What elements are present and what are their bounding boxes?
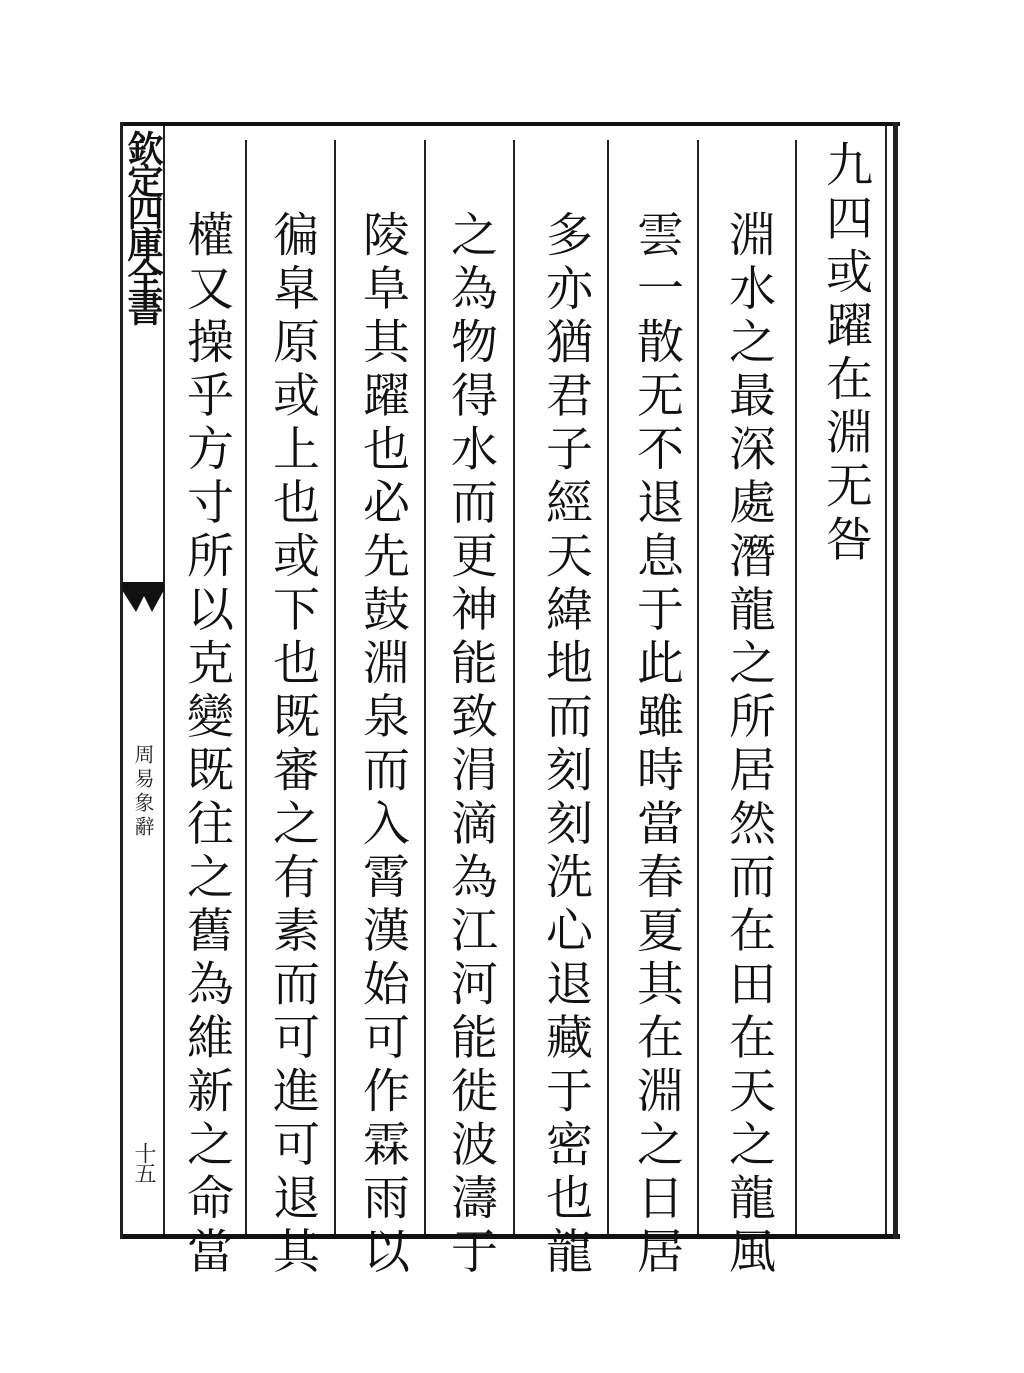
text-column-6: 徧皐原或上也或下也既審之有素而可進可退其 — [265, 210, 320, 1280]
text-column-3: 多亦猶君子經天緯地而刻刻洗心退藏于密也龍 — [538, 210, 593, 1280]
column-divider — [513, 140, 515, 1234]
book-title: 欽定四庫全書 — [122, 130, 164, 322]
column-divider — [424, 140, 426, 1234]
column-divider — [697, 140, 699, 1234]
page-margin-column — [122, 130, 164, 1230]
chapter-title: 周易象辭 — [131, 744, 155, 840]
text-column-7: 權又操乎方寸所以克變既往之舊為維新之命當 — [179, 210, 234, 1280]
top-border — [120, 122, 900, 126]
page-number: 十五 — [131, 1142, 156, 1182]
column-divider — [334, 140, 336, 1234]
section-heading: 九四或躍在淵无咎 — [818, 140, 873, 568]
right-border-outer — [893, 122, 898, 1239]
fishtail-mark-icon — [122, 582, 164, 612]
text-column-5: 陵阜其躍也必先鼓淵泉而入霄漢始可作霖雨以 — [355, 210, 410, 1280]
text-column-1: 淵水之最深處潛龍之所居然而在田在天之龍風 — [721, 210, 776, 1280]
column-divider — [795, 140, 797, 1234]
right-border-inner — [885, 126, 887, 1234]
text-column-2: 雲一散无不退息于此雖時當春夏其在淵之日居 — [629, 210, 684, 1280]
text-column-4: 之為物得水而更神能致涓滴為江河能徙波濤于 — [443, 210, 498, 1280]
column-divider — [607, 140, 609, 1234]
